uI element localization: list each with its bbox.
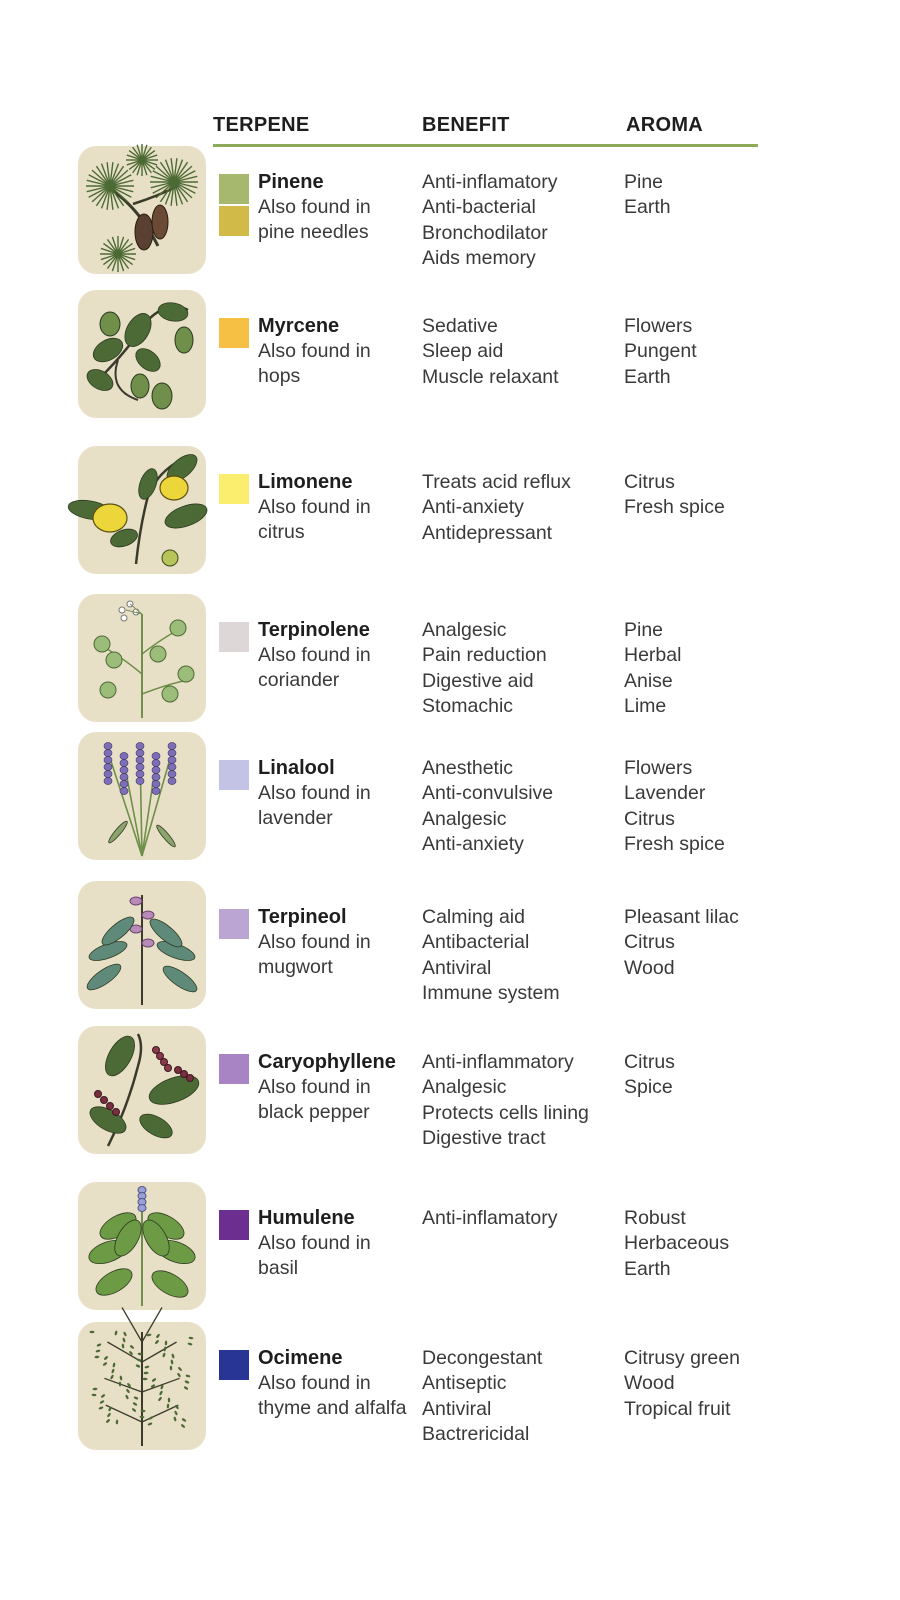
aroma-item: Flowers (624, 757, 693, 779)
aroma-item: Spice (624, 1076, 673, 1099)
benefit-item: Pain reduction (422, 644, 547, 667)
benefit-list (422, 1050, 589, 1152)
benefit-item: Analgesic (422, 807, 507, 830)
aroma-item: Tropical fruit (624, 1397, 731, 1420)
aroma-list (624, 1050, 675, 1101)
benefit-item: Anti-inflamatory (422, 1207, 558, 1229)
benefit-list (422, 1346, 542, 1448)
aroma-item: Pungent (624, 340, 697, 363)
color-swatch (219, 760, 249, 790)
aroma-item: Pine (624, 171, 664, 193)
benefit-item: Anti-bacterial (422, 196, 536, 219)
aroma-list (624, 1206, 729, 1282)
benefit-item: Antiviral (422, 956, 492, 979)
pine-branch-icon (78, 146, 206, 274)
aroma-list (624, 756, 725, 858)
benefit-list (422, 618, 547, 720)
benefit-item: Sleep aid (422, 340, 504, 363)
aroma-list (624, 905, 739, 981)
table-row (0, 1347, 900, 1492)
aroma-item: Citrus (624, 1051, 675, 1073)
benefit-item: Aids memory (422, 247, 536, 270)
aroma-column-header: AROMA (626, 114, 704, 136)
aroma-item: Earth (624, 1257, 671, 1280)
table-header (0, 110, 900, 150)
benefit-item: Antiviral (422, 1397, 492, 1420)
terpene-name: Terpinolene (258, 619, 370, 641)
aroma-item: Citrus (624, 471, 675, 493)
terpene-name: Terpineol (258, 906, 347, 928)
aroma-item: Fresh spice (624, 496, 725, 519)
benefit-item: Anti-inflamatory (422, 171, 558, 193)
aroma-item: Wood (624, 1372, 675, 1395)
benefit-item: Anti-anxiety (422, 833, 524, 856)
table-row (0, 315, 900, 460)
terpene-name: Humulene (258, 1207, 355, 1229)
benefit-item: Bronchodilator (422, 221, 548, 244)
benefit-item: Muscle relaxant (422, 365, 559, 388)
color-swatch (219, 174, 249, 204)
benefit-list (422, 905, 560, 1007)
aroma-item: Pine (624, 619, 664, 641)
color-swatch (219, 474, 249, 504)
benefit-list (422, 756, 553, 858)
table-row (0, 1051, 900, 1196)
benefit-item: Protects cells lining (422, 1101, 589, 1124)
benefit-item: Digestive aid (422, 669, 534, 692)
terpene-name: Linalool (258, 757, 335, 779)
benefit-list (422, 1206, 557, 1231)
aroma-item: Earth (624, 365, 671, 388)
aroma-list (624, 1346, 740, 1422)
benefit-item: Immune system (422, 982, 560, 1005)
benefit-item: Bactrericidal (422, 1423, 530, 1446)
aroma-item: Lime (624, 695, 667, 718)
benefit-item: Antiseptic (422, 1372, 507, 1395)
benefit-item: Analgesic (422, 619, 507, 641)
benefit-item: Stomachic (422, 695, 514, 718)
found-in-text: Also found in lavender (258, 782, 371, 830)
terpene-column-header: TERPENE (213, 114, 310, 136)
hops-icon (78, 290, 206, 418)
aroma-item: Citrus (624, 931, 675, 954)
aroma-list (624, 314, 697, 390)
aroma-item: Wood (624, 956, 675, 979)
aroma-list (624, 618, 681, 720)
header-rule (213, 144, 758, 147)
color-swatch (219, 1054, 249, 1084)
benefit-item: Calming aid (422, 906, 525, 928)
benefit-item: Decongestant (422, 1347, 543, 1369)
aroma-item: Earth (624, 196, 671, 219)
basil-icon (78, 1182, 206, 1310)
benefit-list (422, 170, 557, 272)
aroma-item: Citrusy green (624, 1347, 740, 1369)
aroma-item: Herbaceous (624, 1232, 730, 1255)
terpene-name: Limonene (258, 471, 353, 493)
lavender-icon (78, 732, 206, 860)
benefit-item: Sedative (422, 315, 498, 337)
benefit-item: Treats acid reflux (422, 471, 571, 493)
terpene-name: Caryophyllene (258, 1051, 396, 1073)
terpene-name: Ocimene (258, 1347, 343, 1369)
mugwort-icon (78, 881, 206, 1009)
coriander-icon (78, 594, 206, 722)
found-in-text: Also found in citrus (258, 496, 371, 544)
benefit-item: Anti-convulsive (422, 782, 554, 805)
aroma-item: Herbal (624, 644, 682, 667)
color-swatch (219, 1210, 249, 1240)
benefit-item: Anti-anxiety (422, 496, 524, 519)
found-in-text: Also found in hops (258, 340, 371, 388)
benefit-item: Anti-inflammatory (422, 1051, 574, 1073)
benefit-list (422, 470, 571, 546)
thyme-icon (78, 1322, 206, 1450)
aroma-item: Flowers (624, 315, 693, 337)
aroma-list (624, 170, 671, 221)
lemon-icon (78, 446, 206, 574)
terpene-name: Pinene (258, 171, 324, 193)
found-in-text: Also found in pine needles (258, 196, 371, 244)
found-in-text: Also found in thyme and alfalfa (258, 1372, 407, 1420)
aroma-item: Fresh spice (624, 833, 725, 856)
aroma-item: Lavender (624, 782, 706, 805)
color-swatch (219, 909, 249, 939)
found-in-text: Also found in mugwort (258, 931, 371, 979)
benefit-item: Digestive tract (422, 1127, 546, 1150)
black-pepper-icon (78, 1026, 206, 1154)
aroma-item: Citrus (624, 807, 675, 830)
benefit-list (422, 314, 559, 390)
terpene-name: Myrcene (258, 315, 340, 337)
aroma-item: Pleasant lilac (624, 906, 739, 928)
benefit-item: Analgesic (422, 1076, 507, 1099)
aroma-item: Robust (624, 1207, 686, 1229)
aroma-item: Anise (624, 669, 673, 692)
benefit-item: Anesthetic (422, 757, 514, 779)
aroma-list (624, 470, 725, 521)
color-swatch (219, 1350, 249, 1380)
benefit-item: Antidepressant (422, 521, 553, 544)
found-in-text: Also found in coriander (258, 644, 371, 692)
color-swatch (219, 318, 249, 348)
found-in-text: Also found in black pepper (258, 1076, 371, 1124)
benefit-column-header: BENEFIT (422, 114, 510, 136)
color-swatch (219, 206, 249, 236)
color-swatch (219, 622, 249, 652)
found-in-text: Also found in basil (258, 1232, 371, 1280)
benefit-item: Antibacterial (422, 931, 530, 954)
